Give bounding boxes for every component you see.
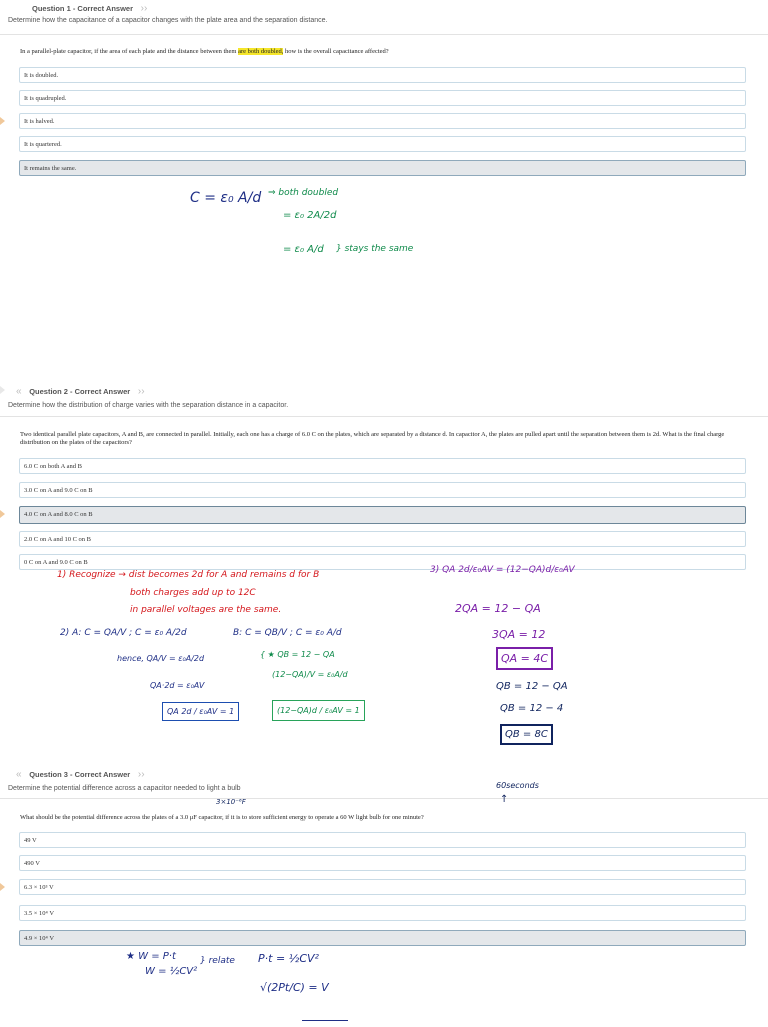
note-stays-same: } stays the same [336,244,414,254]
q1-question-text [20,48,750,56]
pointer-marker-icon [0,386,5,394]
q1-option-5[interactable]: It remains the same. [19,160,746,176]
chevron-left-icon[interactable]: « [16,386,28,397]
divider [0,416,768,417]
note-a-capacitance: 2) A: C = QA/V ; C = ε₀ A/2d [60,628,187,638]
note-3qa: 3QA = 12 [492,628,546,641]
note-qa-2d: QA·2d = ε₀AV [150,681,205,690]
divider [0,798,768,799]
chevron-left-icon[interactable]: « [16,769,28,780]
q2-option-3[interactable]: 4.0 C on A and 8.0 C on B [19,506,746,524]
q2-option-5[interactable]: 0 C on A and 9.0 C on B [19,554,746,570]
note-parallel-voltages: in parallel voltages are the same. [130,605,282,615]
note-recognize: 1) Recognize → dist becomes 2d for A and remains d for B [57,570,320,580]
q3-option-2[interactable]: 490 V [19,855,746,871]
q3-header [16,769,145,780]
note-qb-eq2: QB = 12 − 4 [500,703,564,714]
q2-option-2[interactable]: 3.0 C on A and 9.0 C on B [19,482,746,498]
q3-option-5[interactable]: 4.9 × 10⁴ V [19,930,746,946]
q1-option-1[interactable]: It is doubled. [19,67,746,83]
q2-header [16,386,145,397]
q2-option-4[interactable]: 2.0 C on A and 10 C on B [19,531,746,547]
note-step3-equation: 3) QA 2d/ε₀AV = (12−QA)d/ε₀AV [430,565,575,575]
q3-option-1[interactable]: 49 V [19,832,746,848]
divider [0,34,768,35]
note-b-equation: (12−QA)/V = ε₀A/d [272,670,348,679]
note-eq-doubled: = ε₀ 2A/2d [283,210,337,221]
note-box-qb: QB = 8C [500,724,553,745]
note-box-a: QA 2d / ε₀AV = 1 [162,702,239,721]
q3-question-text: What should be the potential difference across the plates of a 3.0 μF capacitor, if it is to store sufficient energy to operate a 60 W light bulb for one minute? [20,814,424,821]
q2-header-label: Question 2 - Correct Answer [29,387,131,396]
note-3e-6: 3×10⁻⁶F [216,798,246,806]
note-hence: hence, QA/V = ε₀A/2d [117,654,205,663]
note-eq-same: = ε₀ A/d [283,244,324,255]
chevron-right-icon[interactable]: ›› [135,3,148,14]
note-w-half-cv2: W = ½CV² [145,966,198,977]
chevron-right-icon[interactable]: ›› [132,769,145,780]
q1-subtitle: Determine how the capacitance of a capacitor changes with the plate area and the separation distance. [8,17,328,24]
q1-text-before: In a parallel-plate capacitor, if the area of each plate and the distance between them [20,48,239,55]
q1-option-2[interactable]: It is quadrupled. [19,90,746,106]
note-pt-equation: P·t = ½CV² [258,952,319,965]
q1-text-highlight: are both doubled, [238,48,284,55]
q1-header-label: Question 1 - Correct Answer [32,4,133,13]
note-box-qa: QA = 4C [496,647,553,670]
q1-option-3[interactable]: It is halved. [19,113,746,129]
q2-option-1[interactable]: 6.0 C on both A and B [19,458,746,474]
note-both-doubled: ⇒ both doubled [268,188,339,198]
q3-option-3[interactable]: 6.3 × 10³ V [19,879,746,895]
q3-header-label: Question 3 - Correct Answer [29,770,131,779]
note-60-seconds: 60seconds [496,781,539,790]
q2-subtitle: Determine how the distribution of charge varies with the separation distance in a capacitor. [8,402,289,409]
pointer-marker-icon [0,117,5,125]
note-qb-eq1: QB = 12 − QA [496,681,568,692]
q3-subtitle: Determine the potential difference across a capacitor needed to light a bulb [8,785,241,792]
q1-option-4[interactable]: It is quartered. [19,136,746,152]
note-up-arrow: ↑ [500,794,509,805]
q1-header [32,3,147,14]
note-w-pt: ★ W = P·t [126,951,176,962]
q3-option-4[interactable]: 3.5 × 10⁴ V [19,905,746,921]
q1-text-after: how is the overall capacitance affected? [283,48,389,55]
note-relate: } relate [200,956,235,966]
pointer-marker-icon [0,883,5,891]
chevron-right-icon[interactable]: ›› [132,386,145,397]
pointer-marker-icon [0,510,5,518]
note-sqrt-v: √(2Pt/C) = V [260,981,329,994]
note-box-b: (12−QA)d / ε₀AV = 1 [272,700,365,721]
note-qb-relation: { ★ QB = 12 − QA [260,650,335,659]
q2-question-text: Two identical parallel plate capacitors, A and B, are connected in parallel. Initially, each one has a charge of 6.0 C on the plates, which are separated by a distance d. In capacitor A, the plates are pulled apart until the separation between them is 2d. What is the final charge distribution on the plates of the capacitors? [20,431,725,446]
note-2qa: 2QA = 12 − QA [455,602,541,615]
note-capacitance-formula: C = ε₀ A/d [190,190,262,206]
note-b-capacitance: B: C = QB/V ; C = ε₀ A/d [233,628,342,638]
note-charges-add: both charges add up to 12C [130,588,256,598]
